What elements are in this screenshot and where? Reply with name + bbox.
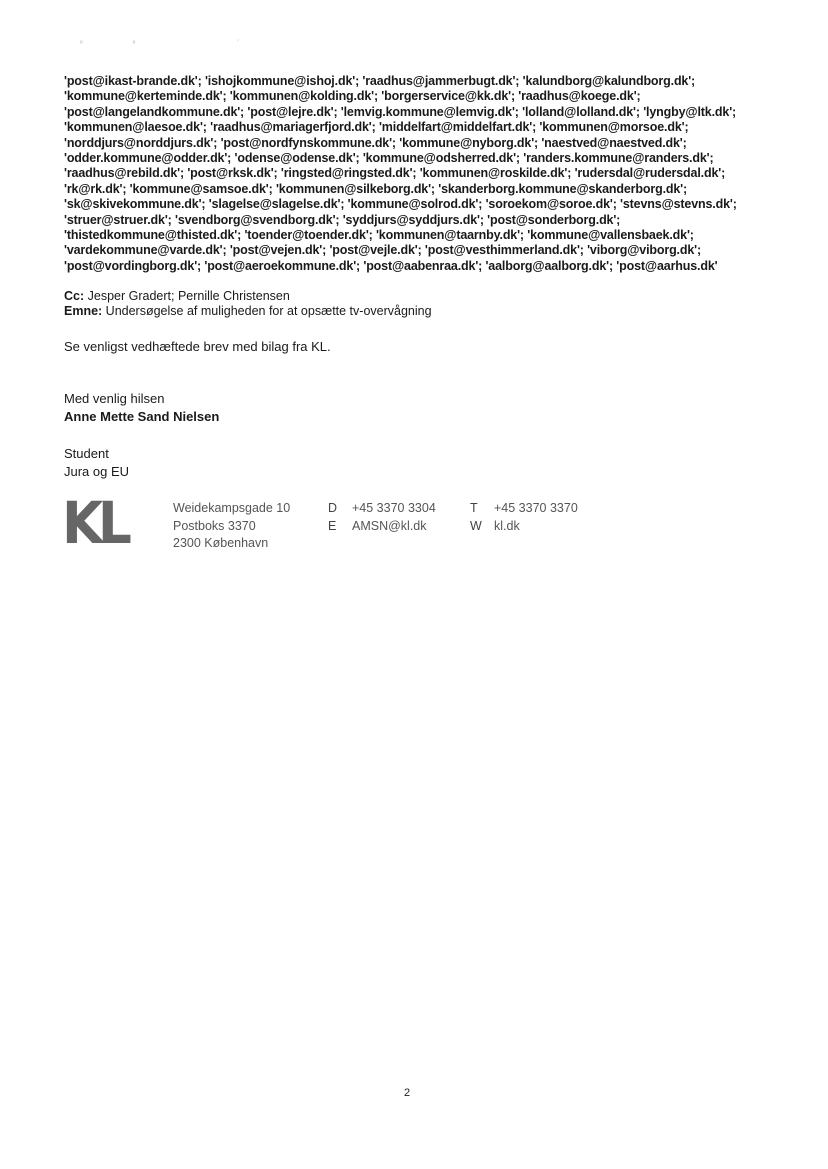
main-phone-row	[470, 500, 578, 518]
website-link[interactable]: kl.dk	[494, 518, 520, 533]
recipient-line: 'rk@rk.dk'; 'kommune@samsoe.dk'; 'kommunen@silkeborg.dk'; 'skanderborg.kommune@skanderborg.dk';	[64, 181, 688, 196]
cc-line	[64, 289, 764, 304]
email-label: E	[328, 518, 337, 533]
direct-phone-row	[328, 500, 436, 518]
main-phone-value: +45 3370 3370	[494, 501, 578, 515]
recipient-line: 'raadhus@rebild.dk'; 'post@rksk.dk'; 'ringsted@ringsted.dk'; 'kommunen@roskilde.dk'; 'rudersdal@rudersdal.dk';	[64, 166, 726, 181]
recipient-list	[64, 74, 764, 274]
signature-contact-main	[470, 500, 578, 535]
cc-value: Jesper Gradert; Pernille Christensen	[84, 289, 290, 303]
signature-role: Student	[64, 446, 109, 461]
recipient-line: 'struer@struer.dk'; 'svendborg@svendborg.dk'; 'syddjurs@syddjurs.dk'; 'post@sonderborg.dk';	[64, 212, 621, 227]
page-number: 2	[404, 1087, 411, 1099]
email-row	[328, 518, 436, 536]
signature-name: Anne Mette Sand Nielsen	[64, 409, 220, 424]
kl-logo-text: KL	[62, 489, 127, 557]
address-line: 2300 København	[173, 536, 269, 550]
cc-label: Cc:	[64, 289, 85, 303]
recipient-line: 'vardekommune@varde.dk'; 'post@vejen.dk'; 'post@vejle.dk'; 'post@vesthimmerland.dk'; 'viborg@viborg.dk';	[64, 243, 702, 258]
subject-value: Undersøgelse af muligheden for at opsætte tv-overvågning	[102, 304, 432, 318]
subject-label: Emne:	[64, 304, 103, 318]
website-row	[470, 518, 578, 536]
address-line: Weidekampsgade 10	[173, 501, 291, 515]
main-phone-label: T	[470, 501, 478, 515]
recipient-line: 'post@vordingborg.dk'; 'post@aeroekommune.dk'; 'post@aabenraa.dk'; 'aalborg@aalborg.dk'; 'post@aarhus.dk'	[64, 258, 718, 273]
direct-phone-label: D	[328, 501, 338, 515]
website-label: W	[470, 518, 482, 533]
scan-mark: ʼ	[237, 40, 289, 47]
signature-greeting: Med venlig hilsen	[64, 391, 165, 406]
recipient-line: 'sk@skivekommune.dk'; 'slagelse@slagelse.dk'; 'kommune@solrod.dk'; 'soroekom@soroe.dk'; 'stevns@stevns.dk';	[64, 197, 737, 212]
direct-phone-value: +45 3370 3304	[352, 501, 436, 515]
kl-logo	[62, 489, 142, 557]
subject-line	[64, 304, 764, 319]
scan-mark: ᵒᵒ	[80, 40, 186, 47]
scan-marks	[80, 40, 289, 47]
recipient-line: 'kommune@kerteminde.dk'; 'kommunen@kolding.dk'; 'borgerservice@kk.dk'; 'raadhus@koege.dk';	[64, 89, 641, 104]
recipient-line: 'post@langelandkommune.dk'; 'post@lejre.dk'; 'lemvig.kommune@lemvig.dk'; 'lolland@lolland.dk'; 'lyngby@ltk.dk';	[64, 104, 737, 119]
recipient-line: 'thistedkommune@thisted.dk'; 'toender@toender.dk'; 'kommunen@taarnby.dk'; 'kommune@vallensbaek.dk';	[64, 228, 694, 243]
address-line: Postboks 3370	[173, 518, 256, 533]
message-body: Se venligst vedhæftede brev med bilag fra KL.	[64, 339, 331, 354]
recipient-line: 'norddjurs@norddjurs.dk'; 'post@nordfynskommune.dk'; 'kommune@nyborg.dk'; 'naestved@naestved.dk';	[64, 135, 687, 150]
recipient-line: 'post@ikast-brande.dk'; 'ishojkommune@ishoj.dk'; 'raadhus@jammerbugt.dk'; 'kalundborg@kalundborg.dk';	[64, 74, 696, 88]
signature-department: Jura og EU	[64, 464, 130, 479]
signature-contact-direct	[328, 500, 436, 535]
signature-address	[173, 500, 290, 553]
recipient-line: 'kommunen@laesoe.dk'; 'raadhus@mariagerfjord.dk'; 'middelfart@middelfart.dk'; 'kommunen@morsoe.dk';	[64, 120, 689, 135]
email-link[interactable]: AMSN@kl.dk	[352, 518, 427, 533]
recipient-line: 'odder.kommune@odder.dk'; 'odense@odense.dk'; 'kommune@odsherred.dk'; 'randers.kommune@randers.dk';	[64, 151, 714, 166]
